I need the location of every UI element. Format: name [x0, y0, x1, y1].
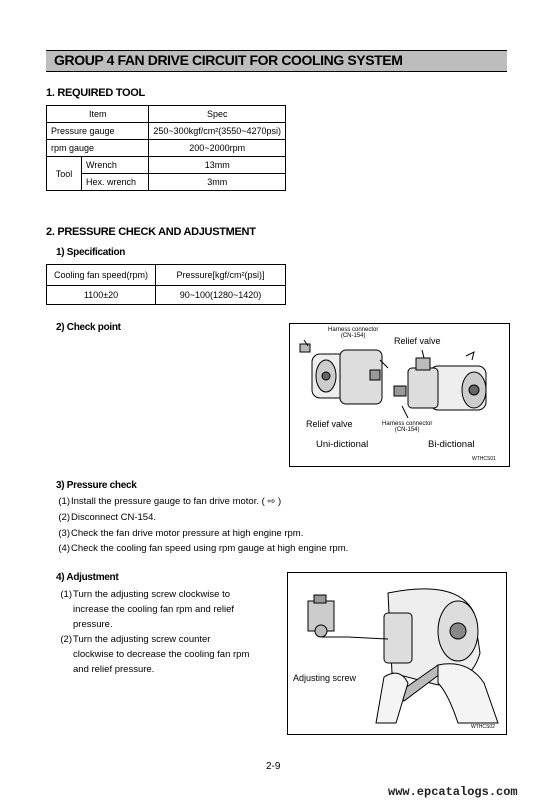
step-number: (3) [58, 528, 70, 539]
section2-heading: 2. PRESSURE CHECK AND ADJUSTMENT [46, 226, 256, 238]
section1-heading: 1. REQUIRED TOOL [46, 87, 145, 99]
specification-table [46, 264, 286, 305]
table-header-spec: Spec [149, 106, 286, 123]
table-header-item: Item [47, 106, 149, 123]
step-line: increase the cooling fan rpm and relief [73, 604, 235, 615]
step-line: Turn the adjusting screw counter [73, 634, 211, 645]
table-header-pressure: Pressure[kgf/cm²(psi)] [156, 265, 286, 286]
adjustment-figure [287, 572, 507, 735]
adjusting-screw-label: Adjusting screw [293, 673, 357, 683]
table-cell-sub: Hex. wrench [82, 174, 149, 191]
table-header-row [47, 106, 286, 123]
list-item [56, 494, 281, 509]
list-item [56, 526, 303, 541]
page-title: GROUP 4 FAN DRIVE CIRCUIT FOR COOLING SYSTEM [54, 52, 403, 68]
check-point-figure [289, 323, 510, 467]
step-text: Check the fan drive motor pressure at high engine rpm. [71, 528, 304, 539]
step-number: (1) [60, 589, 72, 600]
table-cell-item: Tool [47, 157, 82, 191]
list-item [56, 541, 348, 556]
section-title-bar [46, 50, 507, 72]
right-connector-label: Harness connector [382, 421, 433, 427]
table-cell-pressure: 90~100(1280~1420) [156, 286, 286, 305]
figure-code: WTHCS02 [471, 724, 495, 730]
left-valve-label: Relief valve [306, 419, 353, 429]
step-text: Disconnect CN-154. [71, 512, 157, 523]
table-row [47, 157, 286, 174]
step-number: (4) [58, 543, 70, 554]
footer-watermark-url[interactable]: www.epcatalogs.com [388, 785, 518, 799]
uni-directional-caption: Uni-dictional [316, 439, 369, 450]
table-header-fan-speed: Cooling fan speed(rpm) [47, 265, 156, 286]
step-line: clockwise to decrease the cooling fan rpm [73, 649, 250, 660]
step-number: (2) [60, 634, 72, 645]
table-row [47, 286, 286, 305]
table-cell-spec: 3mm [149, 174, 286, 191]
table-row [47, 174, 286, 191]
right-connector-id: (CN-154) [394, 427, 420, 433]
page-number: 2-9 [266, 761, 281, 772]
left-connector-label: Harness connector [328, 327, 379, 333]
adjusting-screw-illustration [288, 573, 506, 734]
specification-heading: 1) Specification [56, 247, 126, 258]
table-cell-item: rpm gauge [47, 140, 149, 157]
table-row [47, 123, 286, 140]
left-connector-id: (CN-154) [340, 333, 366, 339]
check-point-heading: 2) Check point [56, 322, 121, 333]
required-tool-table [46, 105, 286, 191]
table-cell-spec: 200~2000rpm [149, 140, 286, 157]
step-number: (2) [58, 512, 70, 523]
table-cell-fan-speed: 1100±20 [47, 286, 156, 305]
step-line: pressure. [73, 619, 113, 630]
step-line: Turn the adjusting screw clockwise to [73, 589, 230, 600]
figure-code: WTHCS01 [472, 456, 496, 462]
table-cell-sub: Wrench [82, 157, 149, 174]
table-cell-item: Pressure gauge [47, 123, 149, 140]
step-text: Check the cooling fan speed using rpm gauge at high engine rpm. [71, 543, 349, 554]
table-cell-spec: 13mm [149, 157, 286, 174]
adjustment-heading: 4) Adjustment [56, 572, 119, 583]
bi-directional-caption: Bi-dictional [428, 439, 475, 450]
right-valve-label: Relief valve [394, 336, 441, 346]
step-line: and relief pressure. [73, 664, 155, 675]
pressure-check-heading: 3) Pressure check [56, 480, 137, 491]
table-row [47, 140, 286, 157]
list-item [56, 587, 270, 677]
table-cell-spec: 250~300kgf/cm²(3550~4270psi) [149, 123, 286, 140]
step-text: Install the pressure gauge to fan drive motor. ( ⇨ ) [71, 496, 282, 507]
step-number: (1) [58, 496, 70, 507]
table-header-row [47, 265, 286, 286]
list-item [56, 510, 156, 525]
